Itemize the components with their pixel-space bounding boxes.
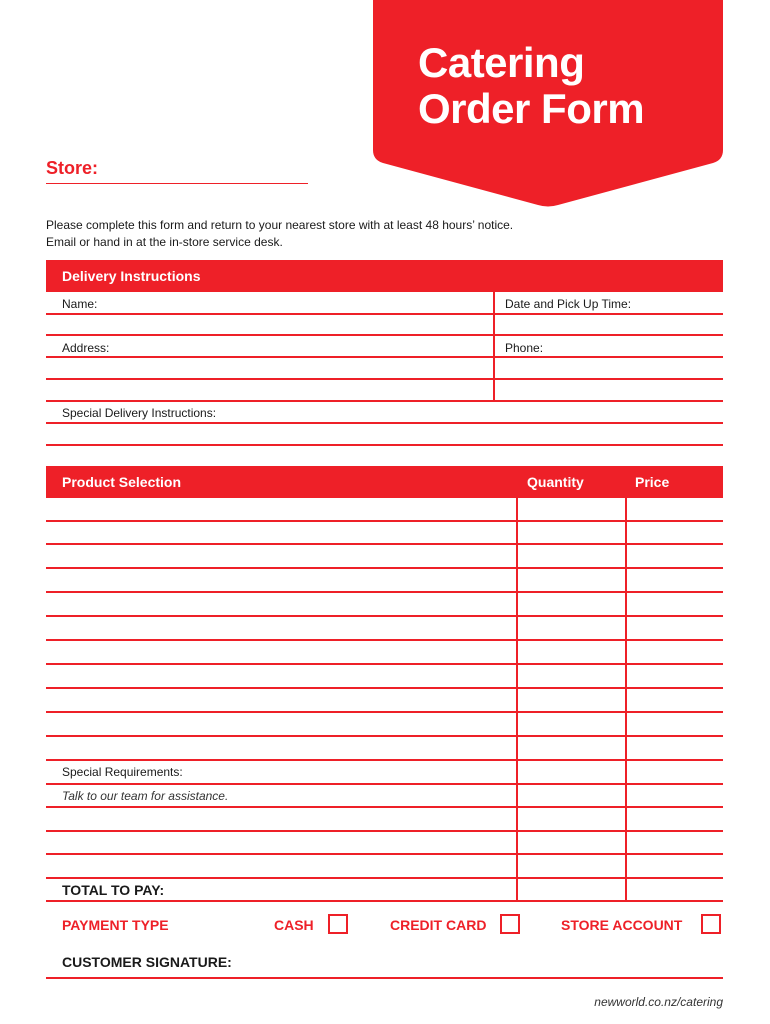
address-field-line[interactable] <box>46 356 723 358</box>
total-to-pay-label: TOTAL TO PAY: <box>62 882 165 898</box>
product-header: Product Selection Quantity Price <box>46 466 723 498</box>
table-row[interactable] <box>46 806 723 808</box>
store-account-label: STORE ACCOUNT <box>561 917 683 933</box>
table-row[interactable] <box>46 853 723 855</box>
table-row[interactable] <box>46 735 723 737</box>
footer-url[interactable]: newworld.co.nz/catering <box>594 995 723 1009</box>
table-row[interactable] <box>46 783 723 785</box>
credit-card-label: CREDIT CARD <box>390 917 487 933</box>
table-row[interactable] <box>46 591 723 593</box>
total-row-line <box>46 900 723 902</box>
table-row[interactable] <box>46 615 723 617</box>
payment-type-label: PAYMENT TYPE <box>62 917 169 933</box>
intro-text: Please complete this form and return to your nearest store with at least 48 hours’ notice. Email or hand in at the in-store service desk. <box>46 218 514 249</box>
table-row[interactable] <box>46 639 723 641</box>
special-delivery-label: Special Delivery Instructions: <box>62 406 217 420</box>
special-requirements-label: Special Requirements: <box>62 765 183 779</box>
quantity-column-divider <box>516 498 518 902</box>
table-row[interactable] <box>46 877 723 879</box>
address-field-line-2[interactable] <box>46 378 723 380</box>
column-divider <box>493 292 495 402</box>
cash-checkbox[interactable] <box>328 914 348 934</box>
customer-signature-label: CUSTOMER SIGNATURE: <box>62 954 232 970</box>
page-title: Catering Order Form <box>418 39 645 132</box>
cash-label: CASH <box>274 917 314 933</box>
table-row[interactable] <box>46 759 723 761</box>
special-delivery-field-line[interactable] <box>46 422 723 424</box>
store-field[interactable] <box>46 183 308 184</box>
table-row[interactable] <box>46 543 723 545</box>
name-field-line[interactable] <box>46 313 723 315</box>
table-row[interactable] <box>46 520 723 522</box>
credit-card-checkbox[interactable] <box>500 914 520 934</box>
delivery-header: Delivery Instructions <box>46 260 723 292</box>
table-row[interactable] <box>46 663 723 665</box>
special-delivery-field-line-2[interactable] <box>46 444 723 446</box>
table-row[interactable] <box>46 711 723 713</box>
table-row[interactable] <box>46 567 723 569</box>
name-label: Name: <box>62 297 98 311</box>
row-divider <box>46 400 723 402</box>
signature-field-line[interactable] <box>46 977 723 979</box>
row-divider <box>46 334 723 336</box>
store-label: Store: <box>46 158 99 178</box>
table-row[interactable] <box>46 830 723 832</box>
table-row[interactable] <box>46 687 723 689</box>
date-pickup-label: Date and Pick Up Time: <box>505 297 632 311</box>
store-account-checkbox[interactable] <box>701 914 721 934</box>
phone-label: Phone: <box>505 341 544 355</box>
assistance-note: Talk to our team for assistance. <box>62 789 229 803</box>
address-label: Address: <box>62 341 110 355</box>
price-column-divider <box>625 498 627 902</box>
